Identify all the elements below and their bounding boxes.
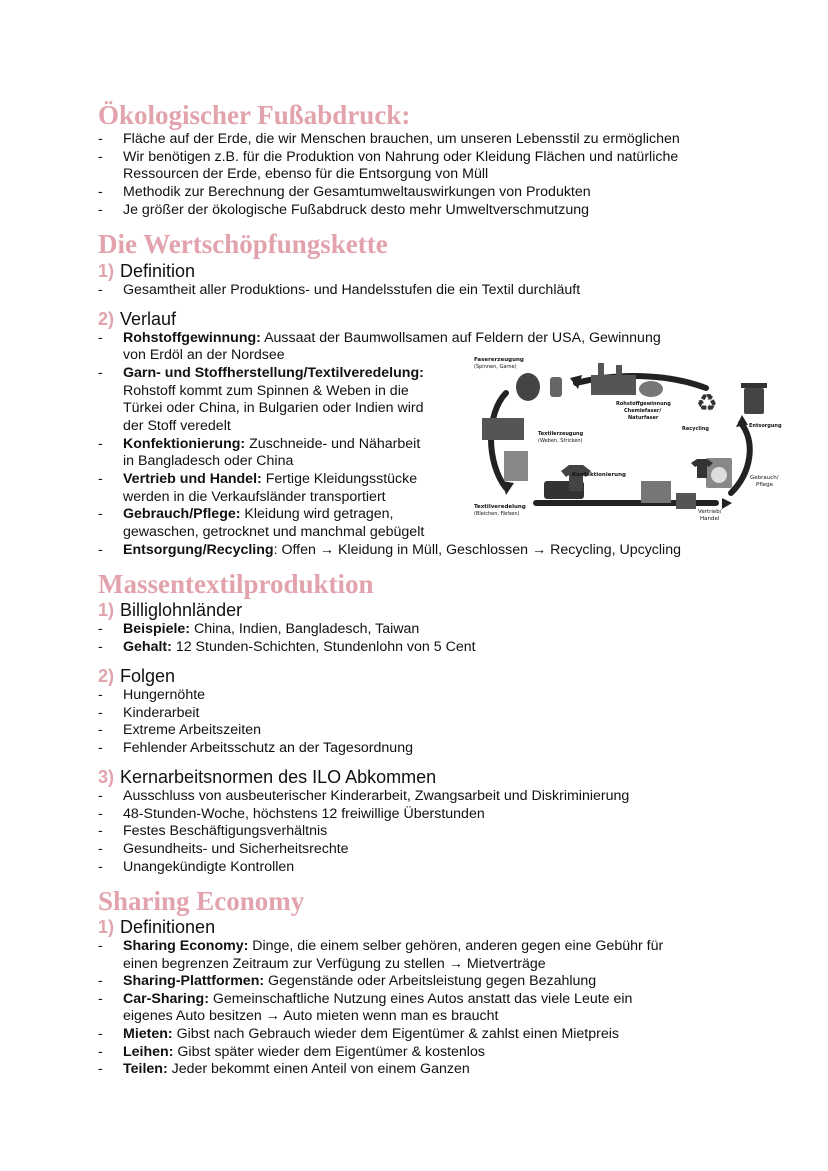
subheading-ilo: 3) Kernarbeitsnormen des ILO Abkommen [98, 767, 437, 787]
fabric-dye-icon [504, 451, 528, 481]
figure-label: Recycling [682, 426, 709, 432]
recycling-icon: ♻ [696, 389, 718, 417]
figure-label: Chemiefaser/ [624, 408, 662, 414]
truck-icon [676, 493, 696, 509]
factory-chimney [598, 363, 604, 377]
washing-drum [711, 467, 727, 483]
figure-label: Rohstoffgewinnung [616, 401, 671, 407]
factory-icon [591, 375, 636, 395]
subheading-definitionen: 1) Definitionen [98, 917, 216, 937]
figure-label: Konfektionierung [572, 472, 626, 478]
factory-chimney [616, 365, 622, 377]
cash-register-icon [641, 481, 671, 503]
spool-icon [550, 377, 562, 397]
yarn-icon [516, 373, 540, 401]
trash-lid [741, 383, 767, 388]
trash-can-icon [744, 388, 764, 414]
subheading-definition: 1) Definition [98, 261, 196, 281]
heading-massentextilproduktion: Massentextilproduktion [98, 569, 374, 599]
subheading-billiglohnlaender: 1) Billiglohnländer [98, 600, 243, 620]
figure-label: Pflege [756, 482, 774, 488]
value-chain-figure [466, 353, 786, 531]
figure-label: Entsorgung [749, 423, 782, 429]
figure-label: Textilveredelung [474, 504, 526, 510]
subheading-verlauf: 2) Verlauf [98, 309, 177, 329]
figure-label: Naturfaser [628, 415, 659, 421]
heading-sharing-economy: Sharing Economy [98, 886, 305, 916]
figure-label: Vertrieb/ [698, 509, 722, 515]
figure-label: (Spinnen, Garne) [474, 364, 517, 370]
subheading-folgen: 2) Folgen [98, 666, 176, 686]
figure-label: Textilerzeugung [538, 431, 584, 437]
heading-wertschoepfungskette: Die Wertschöpfungskette [98, 229, 388, 259]
figure-label: (Bleichen, Färben) [474, 511, 520, 517]
figure-label: Handel [700, 516, 720, 522]
knitting-basket-icon [482, 418, 524, 440]
arrow-head [736, 415, 748, 427]
figure-label: Fasererzeugung [474, 357, 524, 363]
document-page: Ökologischer Fußabdruck: - Fläche auf der Erde, die wir Menschen brauchen, um unseren Lebensstil zu ermöglichen - Wir benötigen z.B. für die Produktion von Nahrung oder Kleidung Flächen und natürliche Ressourcen der Erde, ebenso für die Entsorgung von Müll - Methodik zur Berechnung der Gesamtumweltauswirkungen von Produkten - Je größer der ökologische Fußabdruck desto mehr Umweltverschmutzung Die Wertschöpfungskette 1) Definition - Gesamtheit aller Produktions- und Handelsstufen die ein Textil durchläuft 2) Verlauf - Rohstoffgewinnung: Aussaat der Baumwollsamen auf Feldern der USA, Gewinnung von Erdöl an der Nordsee - Garn- und Stoffherstellung/Textilveredelung: Rohstoff kommt zum Spinnen & Weben in die Türkei oder China, in Bulgarien oder Indien wird der Stoff veredelt - Konfektionierung: Zuschneide- und Näharbeit in Bangladesch oder China - Vertrieb und Handel: Fertige Kleidungsstücke werden in die Verkaufsländer transportiert - Gebrauch/Pflege: Kleidung wird getragen, gewaschen, getrocknet und manchmal gebügelt - Entsorgung/Recycling: Offen → Kleidung in Müll, Geschlossen → Recycling, Upcycling ♻ Fasererzeugung (Spinnen, Garne) Rohstoffgewinnung Chemiefaser/ Naturfaser Recycling Entsorgung Textilerzeugung (Weben, Stricken) Konfektionierung Gebrauch/ Pflege Textilveredelung (Bleichen, Färben) Vertrieb/ Handel Massentextilproduktion 1) Billiglohnländer - Beispiele: China, Indien, Bangladesch, Taiwan - Gehalt: 12 Stunden-Schichten, Stundenlohn von 5 Cent 2) Folgen - Hungernöhte - Kinderarbeit - Extreme Arbeitszeiten - Fehlender Arbeitsschutz an der Tagesordnung 3) Kernarbeitsnormen des ILO Abkommen - Ausschluss von ausbeuterischer Kinderarbeit, Zwangsarbeit und Diskriminierung - 48-Stunden-Woche, höchstens 12 freiwillige Überstunden - Festes Beschäftigungsverhältnis - Gesundheits- und Sicherheitsrechte - Unangekündigte Kontrollen Sharing Economy 1) Definitionen - Sharing Economy: Dinge, die einem selber gehören, anderen gegen eine Gebühr für einen begrenzen Zeitraum zur Verfügung zu stellen → Mietverträge - Sharing-Plattformen: Gegenstände oder Arbeitsleistung gegen Bezahlung - Car-Sharing: Gemeinschaftliche Nutzung eines Autos anstatt das viele Leute ein eigenes Auto besitzen → Auto mieten wenn man es braucht - Mieten: Gibst nach Gebrauch wieder dem Eigentümer & zahlst einen Mietpreis - Leihen: Gibst später wieder dem Eigentümer & kostenlos - Teilen: Jeder bekommt einen Anteil von einem Ganzen [0, 0, 828, 1171]
figure-label: Gebrauch/ [750, 475, 779, 481]
sheep-icon [639, 381, 663, 397]
arrow-head [722, 498, 732, 509]
heading-oekologischer-fussabdruck: Ökologischer Fußabdruck: [98, 100, 411, 130]
figure-label: (Weben, Stricken) [538, 438, 583, 444]
